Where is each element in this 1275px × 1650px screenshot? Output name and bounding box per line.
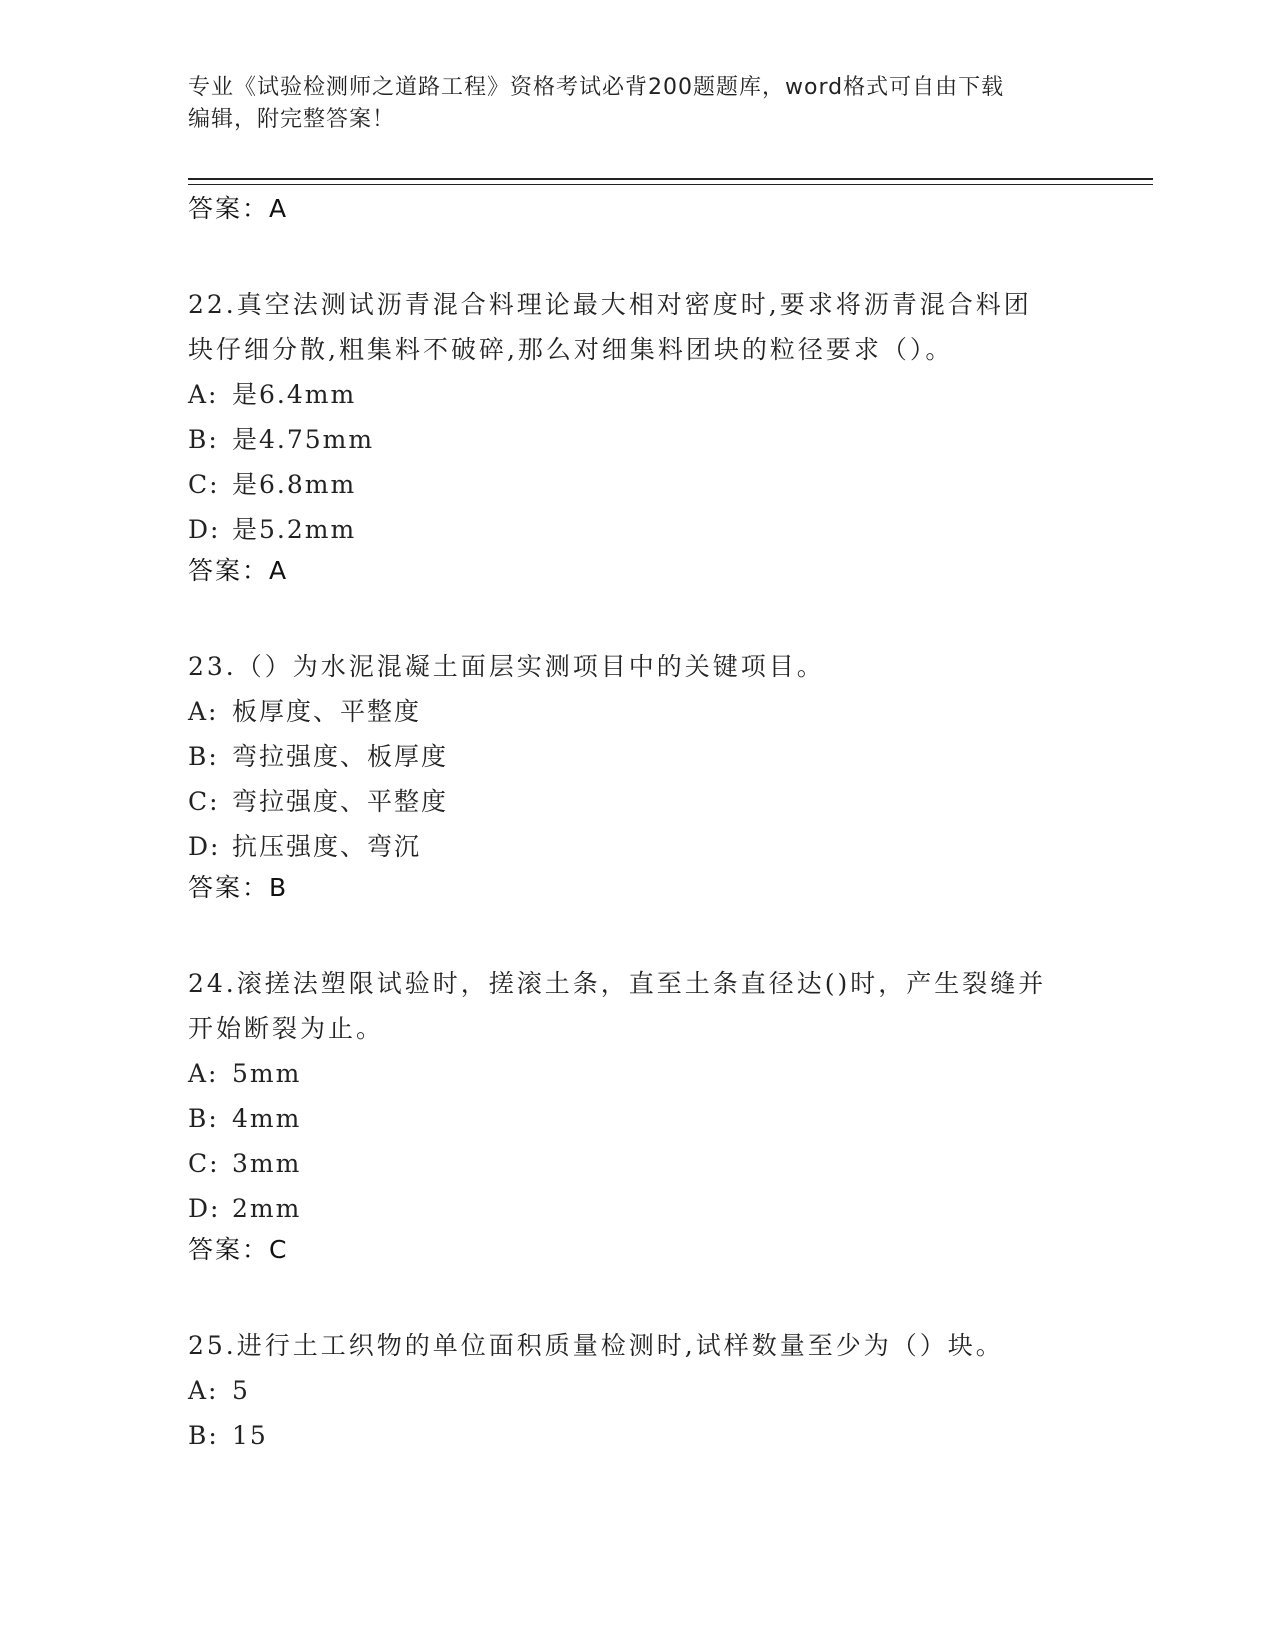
header-line-1: 专业《试验检测师之道路工程》资格考试必背200题题库，word格式可自由下载 bbox=[188, 75, 1005, 100]
option-key: D: bbox=[188, 832, 221, 861]
question-24 bbox=[188, 961, 1088, 1267]
question-22 bbox=[188, 282, 1088, 588]
answer-23: 答案：B bbox=[188, 873, 289, 902]
option-d bbox=[188, 507, 1088, 552]
option-c bbox=[188, 779, 1088, 824]
option-text: 3mm bbox=[232, 1149, 302, 1178]
option-text: 是5.2mm bbox=[232, 515, 357, 544]
document-header bbox=[188, 72, 1068, 136]
option-d bbox=[188, 1186, 1088, 1231]
question-text-line: 开始断裂为止。 bbox=[188, 1014, 385, 1043]
option-key: D: bbox=[188, 1194, 221, 1223]
option-c bbox=[188, 1141, 1088, 1186]
option-text: 是6.8mm bbox=[232, 470, 357, 499]
answer-24: 答案：C bbox=[188, 1235, 289, 1264]
option-text: 5mm bbox=[232, 1059, 302, 1088]
option-key: A: bbox=[188, 380, 219, 409]
option-key: C: bbox=[188, 787, 220, 816]
option-key: A: bbox=[188, 1376, 219, 1405]
option-b bbox=[188, 1096, 1088, 1141]
option-b bbox=[188, 1413, 1088, 1458]
option-a bbox=[188, 689, 1088, 734]
question-text-line: 25.进行土工织物的单位面积质量检测时,试样数量至少为（）块。 bbox=[188, 1331, 1004, 1360]
option-text: 4mm bbox=[232, 1104, 302, 1133]
option-key: C: bbox=[188, 1149, 220, 1178]
option-key: D: bbox=[188, 515, 221, 544]
question-list bbox=[188, 192, 1088, 1458]
header-rule-thick bbox=[188, 178, 1153, 180]
header-line-2: 编辑，附完整答案！ bbox=[188, 107, 396, 132]
option-text: 抗压强度、弯沉 bbox=[232, 832, 422, 861]
answer-22: 答案：A bbox=[188, 556, 289, 585]
header-rule-thin bbox=[188, 184, 1153, 185]
option-key: A: bbox=[188, 697, 219, 726]
option-a bbox=[188, 372, 1088, 417]
option-text: 2mm bbox=[232, 1194, 302, 1223]
question-text-line: 22.真空法测试沥青混合料理论最大相对密度时,要求将沥青混合料团 bbox=[188, 290, 1032, 319]
option-c bbox=[188, 462, 1088, 507]
option-a bbox=[188, 1368, 1088, 1413]
option-text: 弯拉强度、平整度 bbox=[232, 787, 449, 816]
option-text: 是6.4mm bbox=[232, 380, 357, 409]
option-text: 15 bbox=[232, 1421, 268, 1450]
option-text: 弯拉强度、板厚度 bbox=[232, 742, 449, 771]
option-text: 5 bbox=[232, 1376, 250, 1405]
option-d bbox=[188, 824, 1088, 869]
question-text-line: 块仔细分散,粗集料不破碎,那么对细集料团块的粒径要求（）。 bbox=[188, 335, 954, 364]
question-25 bbox=[188, 1323, 1088, 1458]
question-text-line: 23.（）为水泥混凝土面层实测项目中的关键项目。 bbox=[188, 652, 825, 681]
option-key: B: bbox=[188, 742, 219, 771]
option-b bbox=[188, 734, 1088, 779]
option-key: C: bbox=[188, 470, 220, 499]
option-key: B: bbox=[188, 1421, 219, 1450]
option-key: A: bbox=[188, 1059, 219, 1088]
question-23 bbox=[188, 644, 1088, 905]
option-text: 是4.75mm bbox=[232, 425, 375, 454]
previous-answer: 答案：A bbox=[188, 194, 289, 223]
option-key: B: bbox=[188, 1104, 219, 1133]
option-text: 板厚度、平整度 bbox=[232, 697, 422, 726]
option-key: B: bbox=[188, 425, 219, 454]
option-a bbox=[188, 1051, 1088, 1096]
option-b bbox=[188, 417, 1088, 462]
question-text-line: 24.滚搓法塑限试验时，搓滚土条，直至土条直径达()时，产生裂缝并 bbox=[188, 969, 1047, 998]
